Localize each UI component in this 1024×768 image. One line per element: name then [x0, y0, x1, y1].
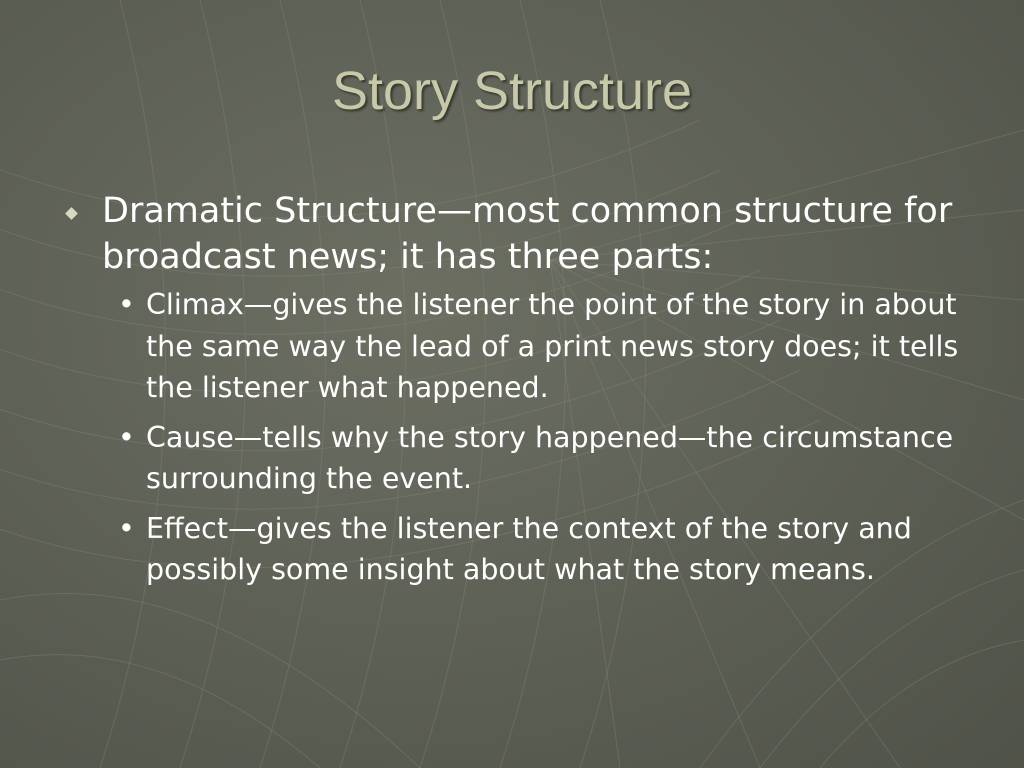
sub-bullet-text: Effect—gives the listener the context of the story and possibly some insight about what the story means. [146, 511, 912, 586]
slide-title: Story Structure [331, 61, 693, 121]
sub-bullet-list [60, 284, 970, 591]
dot-bullet-icon: • [118, 288, 135, 321]
sub-bullet-climax [60, 284, 970, 409]
dot-bullet-icon: • [118, 511, 135, 545]
sub-bullet-effect [60, 508, 970, 591]
sub-bullet-text: Cause—tells why the story happened—the circumstance surrounding the event. [146, 420, 954, 495]
main-bullet [60, 188, 970, 280]
slide-body [60, 188, 970, 599]
main-bullet-text: Dramatic Structure—most common structure for broadcast news; it has three parts: [102, 191, 953, 277]
sub-bullet-cause [60, 417, 970, 500]
diamond-bullet-icon [65, 207, 78, 220]
dot-bullet-icon: • [118, 420, 135, 454]
sub-bullet-text: Climax—gives the listener the point of the story in about the same way the lead of a print news story does; it tells the listener what happened. [146, 288, 959, 404]
